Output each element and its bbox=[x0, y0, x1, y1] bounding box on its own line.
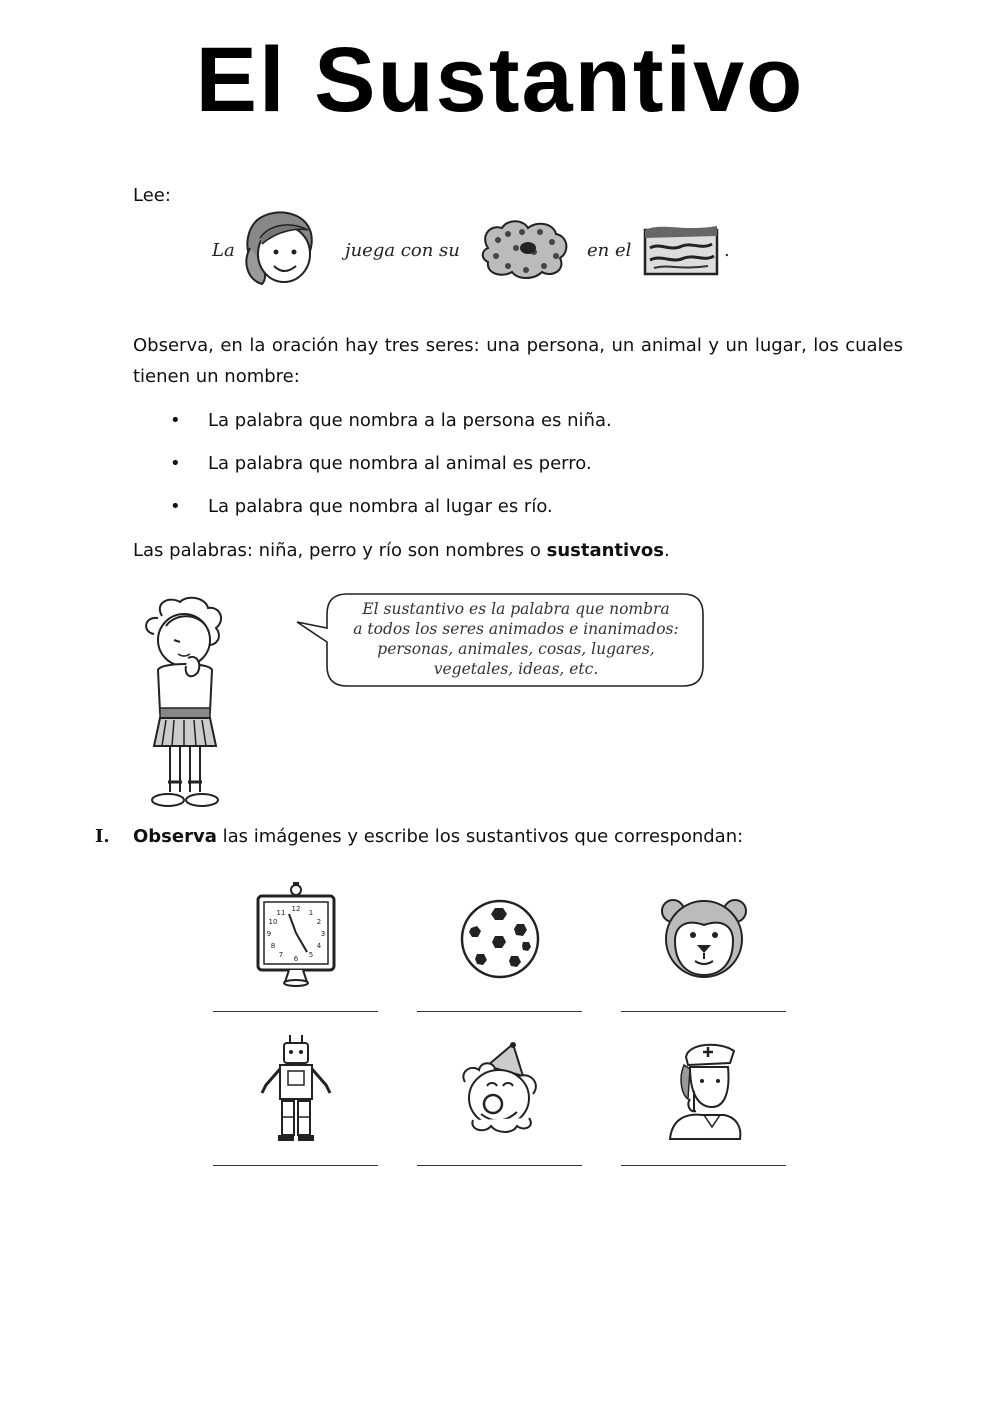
speech-line: vegetales, ideas, etc. bbox=[433, 660, 599, 678]
river-icon bbox=[642, 222, 720, 278]
speech-line: personas, animales, cosas, lugares, bbox=[377, 640, 655, 658]
exercise-instruction bbox=[95, 826, 743, 847]
bullet-item bbox=[170, 496, 553, 517]
bear-icon bbox=[659, 895, 749, 981]
conclusion-before: Las palabras: niña, perro y río son nombres o bbox=[133, 540, 547, 561]
answer-line[interactable] bbox=[621, 1165, 786, 1166]
bullet-dot: • bbox=[170, 410, 181, 431]
bullet-text: La palabra que nombra a la persona es niña. bbox=[208, 410, 612, 431]
svg-text:5: 5 bbox=[308, 951, 314, 959]
dog-icon bbox=[478, 218, 570, 280]
answer-line[interactable] bbox=[213, 1165, 378, 1166]
bullet-item bbox=[170, 453, 592, 474]
ball-icon bbox=[459, 898, 541, 980]
exercise-rest: las imágenes y escribe los sustantivos que correspondan: bbox=[216, 826, 744, 847]
robot-icon bbox=[258, 1033, 334, 1143]
sentence-words-en-el: en el bbox=[587, 240, 632, 261]
conclusion-after: . bbox=[664, 540, 670, 561]
girl-character-icon bbox=[140, 596, 230, 814]
nurse-icon bbox=[664, 1039, 744, 1141]
svg-text:10: 10 bbox=[268, 918, 278, 926]
page-title: El Sustantivo bbox=[195, 29, 805, 131]
svg-text:2: 2 bbox=[316, 918, 322, 926]
svg-text:1: 1 bbox=[308, 909, 314, 917]
svg-text:6: 6 bbox=[293, 955, 299, 963]
clock-icon bbox=[255, 882, 337, 988]
svg-text:7: 7 bbox=[278, 951, 284, 959]
answer-line[interactable] bbox=[621, 1011, 786, 1012]
sentence-words-juega: juega con su bbox=[345, 240, 460, 261]
answer-line[interactable] bbox=[417, 1165, 582, 1166]
conclusion-bold: sustantivos bbox=[546, 540, 665, 561]
conclusion-text bbox=[133, 540, 670, 561]
intro-paragraph: Observa, en la oración hay tres seres: una persona, un animal y un lugar, los cuales tienen un nombre: bbox=[133, 335, 903, 387]
svg-text:12: 12 bbox=[291, 905, 301, 913]
answer-line[interactable] bbox=[213, 1011, 378, 1012]
sentence-word-la: La bbox=[212, 240, 235, 261]
clown-icon bbox=[459, 1042, 543, 1136]
girl-face-icon bbox=[238, 208, 324, 288]
svg-text:8: 8 bbox=[270, 942, 276, 950]
svg-text:4: 4 bbox=[316, 942, 322, 950]
speech-line: El sustantivo es la palabra que nombra bbox=[362, 600, 670, 618]
speech-bubble-text bbox=[328, 599, 704, 679]
speech-line: a todos los seres animados e inanimados: bbox=[353, 620, 679, 638]
bullet-text: La palabra que nombra al animal es perro. bbox=[208, 453, 592, 474]
bullet-dot: • bbox=[170, 453, 181, 474]
svg-text:9: 9 bbox=[266, 930, 272, 938]
answer-line[interactable] bbox=[417, 1011, 582, 1012]
exercise-bold: Observa bbox=[133, 826, 217, 847]
bullet-item bbox=[170, 410, 612, 431]
exercise-number: I. bbox=[95, 826, 110, 847]
svg-text:11: 11 bbox=[276, 909, 286, 917]
sentence-period: . bbox=[724, 240, 730, 261]
svg-text:3: 3 bbox=[320, 930, 326, 938]
intro-label: Lee: bbox=[133, 185, 171, 206]
bullet-dot: • bbox=[170, 496, 181, 517]
bullet-text: La palabra que nombra al lugar es río. bbox=[208, 496, 553, 517]
